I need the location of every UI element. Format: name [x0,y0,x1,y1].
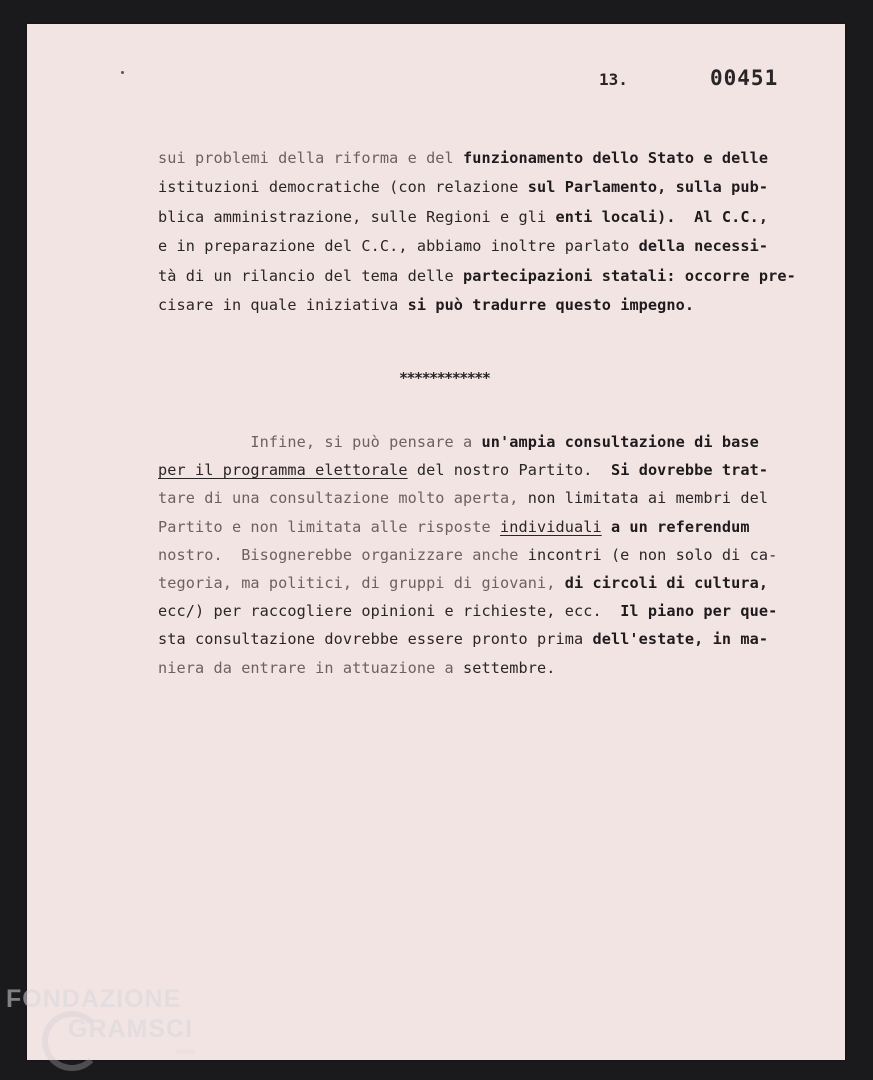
text-segment: niera da entrare in attuazione a [158,658,464,677]
text-segment: di circoli di cultura, [564,574,769,592]
logo-subtext: onlus [176,1047,196,1056]
text-segment: Il piano per que- [620,602,778,621]
text-segment: Si dovrebbe trat- [610,461,769,480]
paper-sheet [27,24,845,1060]
text-segment: a un referendum [601,517,750,536]
text-segment: del nostro Partito. [407,461,611,480]
text-segment: e in preparazione del C.C., abbiamo inoltre parlato [158,237,639,256]
fondazione-gramsci-logo [6,985,236,1075]
text-line [158,267,796,285]
text-line [158,574,768,592]
page-number: 13. [599,70,628,89]
text-line [158,208,768,226]
text-segment: sui problemi della riforma e del [158,149,464,167]
text-segment: Partito e non limitata alle risposte [158,517,501,536]
text-line [158,178,768,196]
text-segment: settembre. [463,658,556,677]
underlined-text: individuali [500,517,602,536]
text-segment: incontri (e non solo di ca- [527,545,778,564]
text-line [158,461,768,479]
text-segment: Infine, si può pensare a [158,433,482,451]
document-code: 00451 [710,66,779,90]
text-segment: dell'estate, in ma- [592,630,769,649]
logo-text-line1: FONDAZIONE [6,985,182,1013]
text-segment: cisare in quale iniziativa [158,296,408,314]
text-line [158,659,555,677]
text-segment: enti locali). Al C.C., [555,207,769,226]
text-segment: ecc/) per raccogliere opinioni e richieste, ecc. [158,602,621,621]
underlined-text: per il programma elettorale [158,461,408,480]
ink-speck [121,71,124,74]
text-line [158,237,768,255]
text-segment: sta consultazione dovrebbe essere pronto prima [158,630,593,649]
text-segment: nostro. Bisognerebbe organizzare anche [158,545,528,564]
text-segment: si può tradurre questo impegno. [407,296,695,314]
text-segment: della necessi- [638,237,769,256]
text-line [158,489,768,507]
text-segment: un'ampia consultazione di base [481,433,759,451]
text-segment: blica amministrazione, sulle Regioni e gli [158,207,556,226]
text-line [158,602,777,620]
text-segment: tà di un rilancio del tema delle [158,266,464,285]
logo-text-line2: GRAMSCI [68,1015,194,1043]
text-segment: funzionamento dello Stato e delle [463,149,769,167]
text-segment: istituzioni democratiche (con relazione [158,178,528,197]
text-segment: sul Parlamento, sulla pub- [527,178,769,197]
text-line [158,630,768,648]
text-line [158,518,750,536]
text-segment: tegoria, ma politici, di gruppi di giovani, [158,574,565,592]
text-line [158,433,759,451]
text-line [158,546,777,564]
text-segment: partecipazioni statali: occorre pre- [463,266,796,285]
text-segment: tare di una consultazione molto aperta, [158,489,528,508]
text-line [158,296,694,314]
text-segment: non limitata ai membri del [527,489,769,508]
section-separator: ************ [399,369,490,387]
text-line [158,149,768,167]
